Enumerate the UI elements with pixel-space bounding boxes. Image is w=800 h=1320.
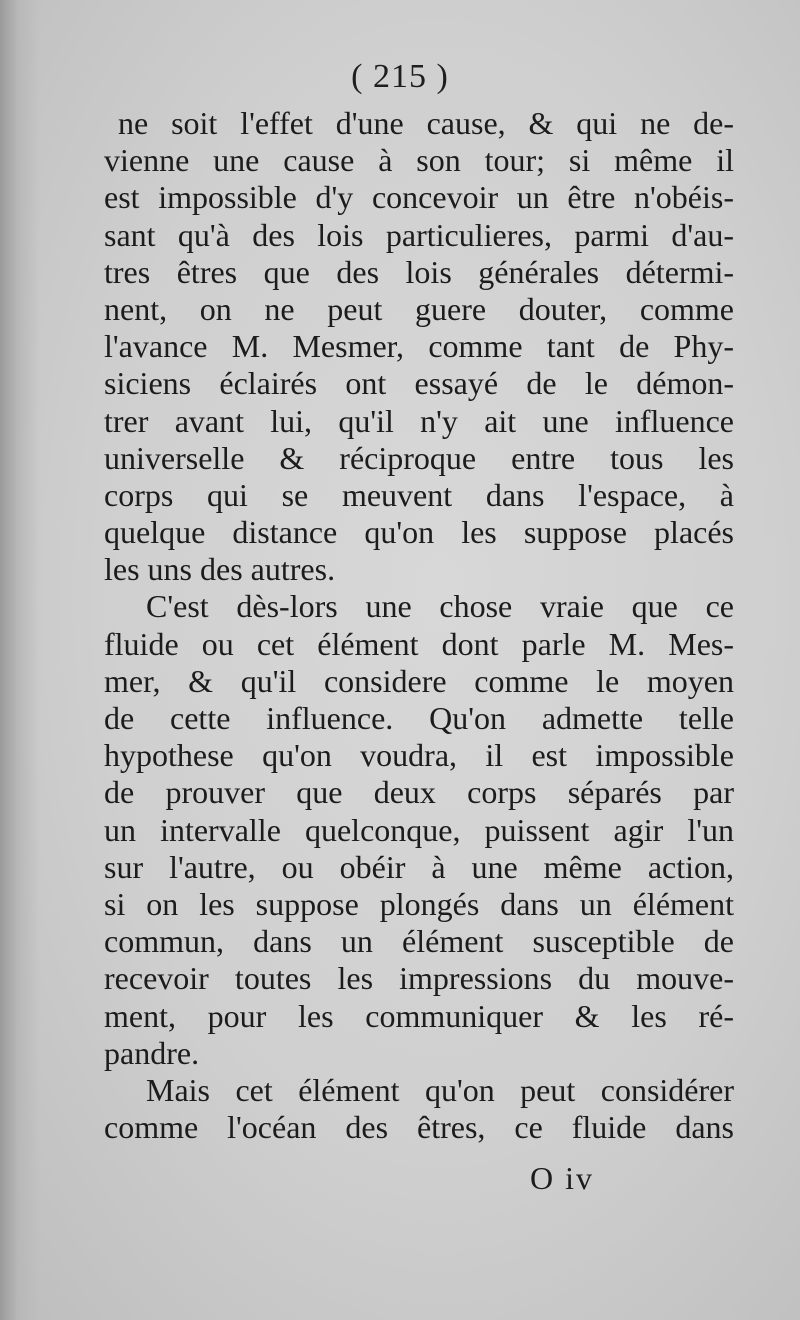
text-line: l'avance M. Mesmer, comme tant de Phy- (104, 328, 734, 365)
page-number: ( 215 ) (351, 58, 449, 95)
text-line: commun, dans un élément susceptible de (104, 923, 734, 960)
text-line: de prouver que deux corps séparés par (104, 774, 734, 811)
text-line: hypothese qu'on voudra, il est impossible (104, 737, 734, 774)
text-line: un intervalle quelconque, puissent agir l'un (104, 811, 734, 848)
text-line: sur l'autre, ou obéir à une même action, (104, 848, 734, 885)
text-line: quelque distance qu'on les suppose placés (104, 514, 734, 551)
text-line: comme l'océan des êtres, ce fluide dans (104, 1109, 734, 1146)
page-gutter-shadow (0, 0, 40, 1320)
text-line: mer, & qu'il considere comme le moyen (104, 662, 734, 699)
text-line: tres êtres que des lois générales détermi- (104, 253, 734, 290)
text-line: sant qu'à des lois particulieres, parmi d'au- (104, 216, 734, 253)
text-line: fluide ou cet élément dont parle M. Mes- (104, 625, 734, 662)
text-line: est impossible d'y concevoir un être n'obéis- (104, 179, 734, 216)
text-line: les uns des autres. (104, 551, 336, 588)
text-line: ment, pour les communiquer & les ré- (104, 997, 734, 1034)
text-line: vienne une cause à son tour; si même il (104, 142, 734, 179)
text-line: de cette influence. Qu'on admette telle (104, 700, 734, 736)
text-line: Mais cet élément qu'on peut considérer (146, 1071, 734, 1108)
text-line: universelle & réciproque entre tous les (104, 439, 734, 476)
text-line: nent, on ne peut guere douter, comme (104, 290, 734, 327)
text-line: trer avant lui, qu'il n'y ait une influence (104, 402, 734, 439)
signature-mark: O iv (530, 1160, 594, 1196)
text-line: si on les suppose plongés dans un élément (104, 885, 734, 922)
text-line: siciens éclairés ont essayé de le démon- (104, 365, 734, 402)
text-line: C'est dès-lors une chose vraie que ce (146, 588, 734, 625)
text-line: corps qui se meuvent dans l'espace, à (104, 476, 734, 513)
text-line: pandre. (104, 1034, 200, 1071)
text-line: ne soit l'effet d'une cause, & qui ne de- (118, 105, 734, 141)
body-text (104, 105, 734, 1146)
text-line: recevoir toutes les impressions du mouve- (104, 960, 734, 997)
